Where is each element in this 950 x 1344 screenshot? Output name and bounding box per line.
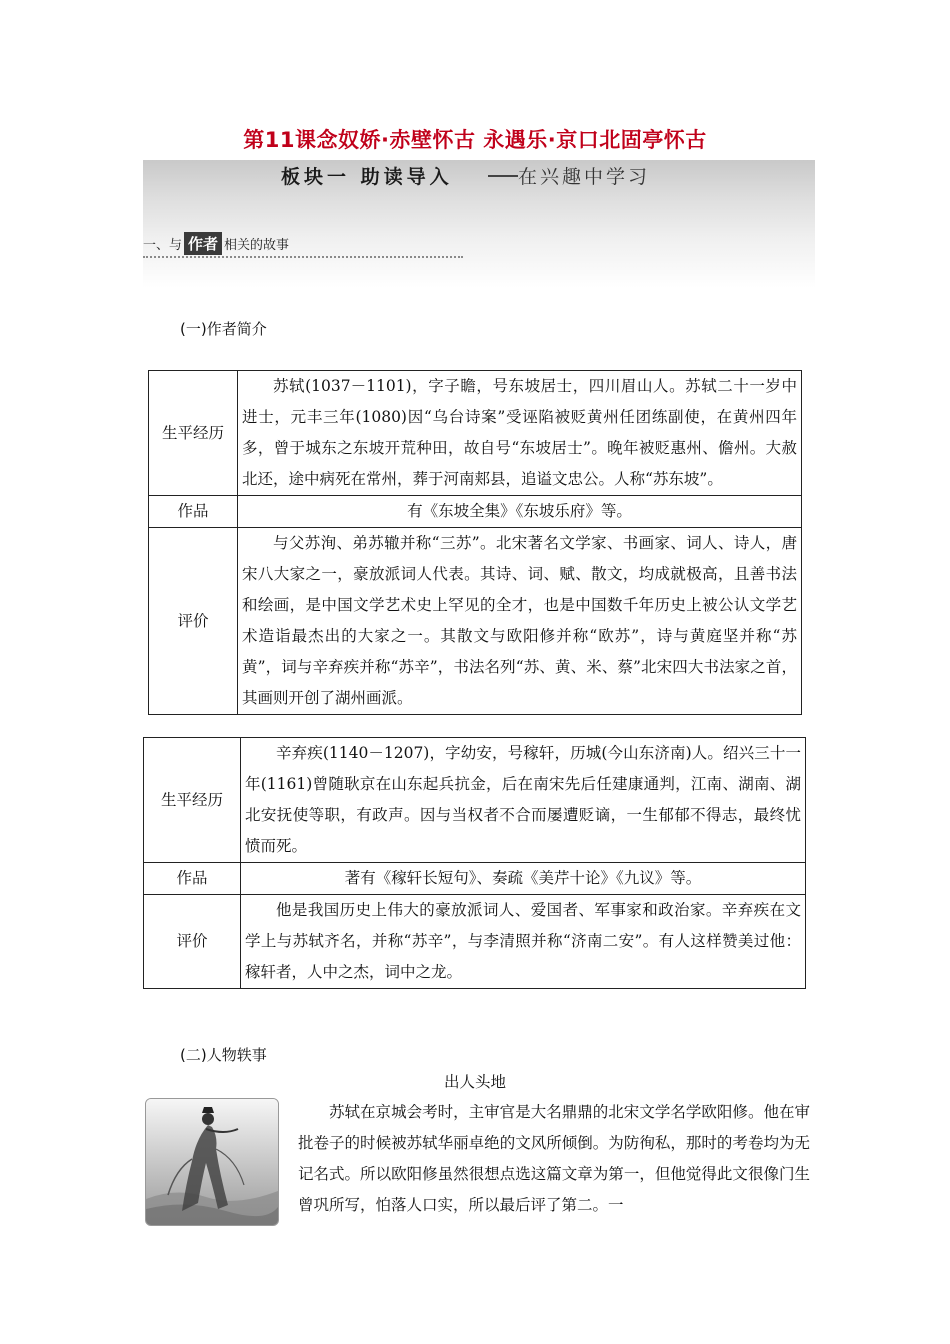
table-row — [149, 371, 802, 496]
scholar-figure-icon — [146, 1099, 278, 1225]
author-table-xinqiji — [143, 737, 806, 989]
author-table-sushi — [148, 370, 802, 715]
lesson-title: 第11课念奴娇·赤壁怀古 永遇乐·京口北固亭怀古 — [243, 128, 707, 152]
banner-main-title: 板块一 助读导入 — [281, 166, 453, 188]
portrait-image — [145, 1098, 279, 1226]
story-text: 苏轼在京城会考时，主审官是大名鼎鼎的北宋文学名学欧阳修。他在审批卷子的时候被苏轼华丽卓绝的文风所倾倒。为防徇私，那时的考卷均为无记名式。所以欧阳修虽然很想点选这篇文章为第一，但他觉得此文很像门生曾巩所写，怕落人口实，所以最后评了第二。一 — [298, 1103, 810, 1214]
row-content: 著有《稼轩长短句》、奏疏《美芹十论》《九议》等。 — [241, 863, 806, 895]
row-content: 有《东坡全集》《东坡乐府》等。 — [238, 496, 802, 528]
table-row — [149, 496, 802, 528]
section-banner — [143, 160, 815, 288]
section-suffix: 相关的故事 — [224, 238, 290, 253]
row-content: 他是我国历史上伟大的豪放派词人、爱国者、军事家和政治家。辛弃疾在文学上与苏轼齐名，并称“苏辛”，与李清照并称“济南二安”。有人这样赞美过他：稼轩者，人中之杰，词中之龙。 — [241, 895, 806, 989]
banner-subtitle: 在兴趣中学习 — [518, 166, 651, 188]
row-label: 作品 — [149, 496, 238, 528]
row-label: 作品 — [144, 863, 241, 895]
banner-dash — [488, 175, 518, 177]
intro-heading: (一)作者简介 — [180, 320, 267, 338]
table-row — [144, 863, 806, 895]
table-row — [149, 528, 802, 715]
table-row — [144, 738, 806, 863]
anecdote-heading: (二)人物轶事 — [180, 1046, 267, 1064]
row-content: 苏轼(1037－1101)，字子瞻，号东坡居士，四川眉山人。苏轼二十一岁中进士，元丰三年(1080)因“乌台诗案”受诬陷被贬黄州任团练副使，在黄州四年多，曾于城东之东坡开荒种田，故自号“东坡居士”。晚年被贬惠州、儋州。大赦北还，途中病死在常州，葬于河南郏县，追谥文忠公。人称“苏东坡”。 — [238, 371, 802, 496]
table-row — [144, 895, 806, 989]
section-label — [143, 232, 289, 255]
section-highlight-box: 作者 — [184, 232, 222, 255]
row-label: 生平经历 — [144, 738, 241, 863]
row-label: 生平经历 — [149, 371, 238, 496]
row-label: 评价 — [149, 528, 238, 715]
dotted-divider — [143, 256, 463, 258]
story-title: 出人头地 — [443, 1073, 506, 1091]
row-label: 评价 — [144, 895, 241, 989]
row-content: 辛弃疾(1140－1207)，字幼安，号稼轩，历城(今山东济南)人。绍兴三十一年(1161)曾随耿京在山东起兵抗金，后在南宋先后任建康通判，江南、湖南、湖北安抚使等职，有政声。因与当权者不合而屡遭贬谪，一生郁郁不得志，最终忧愤而死。 — [241, 738, 806, 863]
section-prefix: 一、与 — [143, 238, 183, 253]
row-content: 与父苏洵、弟苏辙并称“三苏”。北宋著名文学家、书画家、词人、诗人，唐宋八大家之一，豪放派词人代表。其诗、词、赋、散文，均成就极高，且善书法和绘画，是中国文学艺术史上罕见的全才，也是中国数千年历史上被公认文学艺术造诣最杰出的大家之一。其散文与欧阳修并称“欧苏”，诗与黄庭坚并称“苏黄”，词与辛弃疾并称“苏辛”，书法名列“苏、黄、米、蔡”北宋四大书法家之首，其画则开创了湖州画派。 — [238, 528, 802, 715]
